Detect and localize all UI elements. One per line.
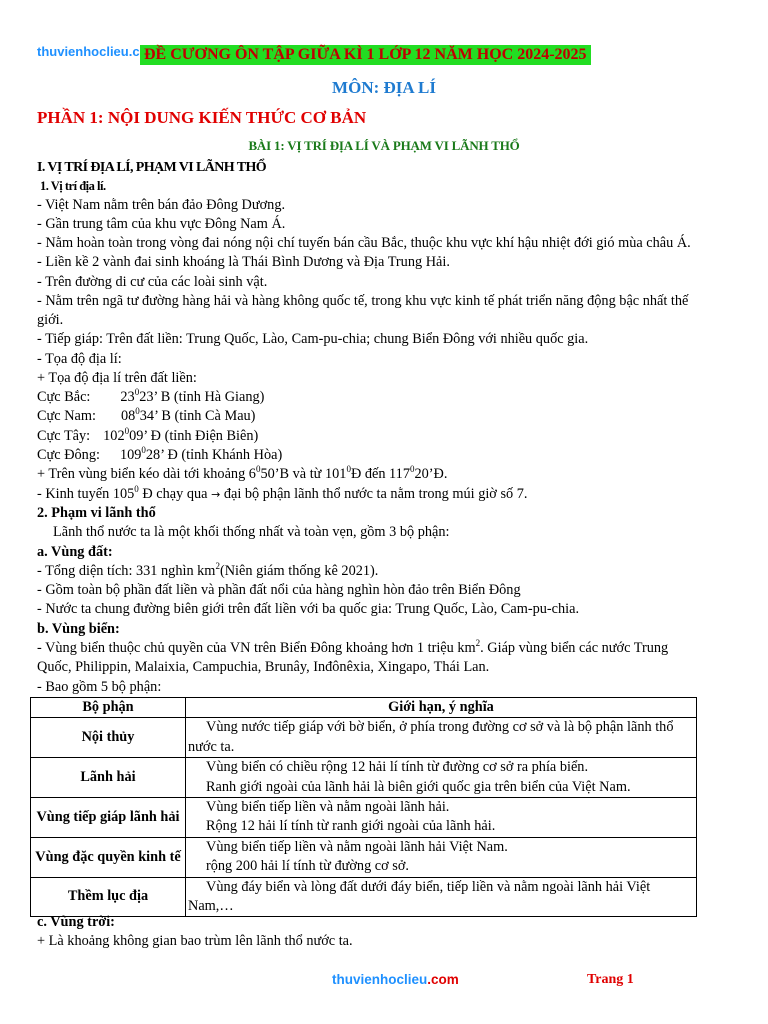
section-heading: I. VỊ TRÍ ĐỊA LÍ, PHẠM VI LÃNH THỔ	[37, 160, 267, 175]
text-line: - Liền kề 2 vành đai sinh khoáng là Thái Bình Dương và Địa Trung Hải.	[37, 254, 450, 270]
coord-west: Cực Tây: $102^009$’ Đ (tỉnh Điện Biên)	[37, 426, 259, 444]
table-header-cell: Bộ phận	[31, 698, 186, 718]
lesson-heading: BÀI 1: VỊ TRÍ ĐỊA LÍ VÀ PHẠM VI LÃNH THỔ	[248, 138, 520, 153]
zone-desc: Vùng biển có chiều rộng 12 hải lí tính từ đường cơ sở ra phía biển. Ranh giới ngoài của lãnh hải là biên giới quốc gia trên biển của Việt Nam.	[186, 758, 697, 798]
section2-intro: Lãnh thổ nước ta là một khối thống nhất và toàn vẹn, gồm 3 bộ phận:	[53, 524, 450, 540]
sea-heading: b. Vùng biển:	[37, 621, 120, 637]
sky-heading: c. Vùng trời:	[37, 914, 115, 930]
zone-desc: Vùng đáy biển và lòng đất dưới đáy biển, tiếp liền và nằm ngoài lãnh hải Việt Nam,…	[186, 877, 697, 917]
text-line: - Gần trung tâm của khu vực Đông Nam Á.	[37, 216, 286, 232]
arrow-right-icon: →	[211, 488, 221, 501]
sea-line: - Vùng biển thuộc chủ quyền của VN trên Biển Đông khoảng hơn 1 triệu $km^2$. Giáp vùng biển các nước Trung	[37, 638, 669, 656]
table-header-row	[31, 698, 697, 718]
footer-site-link[interactable]: thuvienhoclieu.com	[332, 972, 459, 987]
site-logo[interactable]: thuvienhoclieu.c	[37, 44, 140, 59]
zone-desc: Vùng biển tiếp liền và nằm ngoài lãnh hải Việt Nam. rộng 200 hải lí tính từ đường cơ sở.	[186, 837, 697, 877]
zone-name: Lãnh hải	[31, 758, 186, 798]
text-line: - Tiếp giáp: Trên đất liền: Trung Quốc, Lào, Cam-pu-chia; chung Biển Đông với nhiều quốc gia.	[37, 331, 589, 347]
text-line: - Gồm toàn bộ phần đất liền và phần đất nổi của hàng nghìn hòn đảo trên Biển Đông	[37, 582, 521, 598]
part-heading: PHẦN 1: NỘI DUNG KIẾN THỨC CƠ BẢN	[37, 108, 367, 127]
table-row	[31, 758, 697, 798]
table-row	[31, 877, 697, 917]
text-line: - Nằm hoàn toàn trong vòng đai nóng nội chí tuyến bán cầu Bắc, thuộc khu vực khí hậu nhiệt đới gió mùa châu Á.	[37, 235, 691, 251]
zone-name: Thềm lục địa	[31, 877, 186, 917]
zone-desc: Vùng nước tiếp giáp với bờ biển, ở phía trong đường cơ sở và là bộ phận lãnh thổ nước ta.	[186, 718, 697, 758]
sea-extent-line: + Trên vùng biển kéo dài tới khoảng $6^050’B$ và từ $101^0Đ$ đến $117^020’Đ$.	[37, 464, 448, 482]
land-area-line: - Tổng diện tích: 331 nghìn $km^2(Niên$ giám thống kê 2021).	[37, 561, 379, 579]
zone-name: Vùng tiếp giáp lãnh hải	[31, 798, 186, 838]
page-number: Trang 1	[587, 972, 634, 987]
zone-desc: Vùng biển tiếp liền và nằm ngoài lãnh hải. Rộng 12 hải lí tính từ ranh giới ngoài của lãnh hải.	[186, 798, 697, 838]
subject-title: MÔN: ĐỊA LÍ	[332, 78, 436, 97]
zone-name: Vùng đặc quyền kinh tế	[31, 837, 186, 877]
coord-north: Cực Bắc: $23^023$’ B (tỉnh Hà Giang)	[37, 387, 265, 405]
zone-name: Nội thủy	[31, 718, 186, 758]
coord-south: Cực Nam: $08^034$’ B (tỉnh Cà Mau)	[37, 406, 256, 424]
coord-east: Cực Đông: $109^028$’ Đ (tỉnh Khánh Hòa)	[37, 445, 283, 463]
text-line: - Trên đường di cư của các loài sinh vật.	[37, 274, 268, 290]
text-line: - Tọa độ địa lí:	[37, 351, 122, 367]
text-line: - Nằm trên ngã tư đường hàng hải và hàng không quốc tế, trong khu vực kinh tế phát triển năng động bậc nhất thế	[37, 293, 689, 309]
text-line: + Tọa độ địa lí trên đất liền:	[37, 370, 197, 386]
text-line: + Là khoảng không gian bao trùm lên lãnh thổ nước ta.	[37, 933, 353, 949]
table-header-cell: Giới hạn, ý nghĩa	[186, 698, 697, 718]
land-heading: a. Vùng đất:	[37, 544, 113, 560]
text-line: - Bao gồm 5 bộ phận:	[37, 679, 162, 695]
meridian-line: - Kinh tuyến $105^0$ Đ chạy qua → đại bộ phận lãnh thổ nước ta nằm trong múi giờ số 7.	[37, 484, 528, 502]
table-row	[31, 718, 697, 758]
document-title: ĐỀ CƯƠNG ÔN TẬP GIỮA KÌ 1 LỚP 12 NĂM HỌC 2024-2025	[140, 45, 591, 65]
text-line: - Việt Nam nằm trên bán đảo Đông Dương.	[37, 197, 286, 213]
section2-heading: 2. Phạm vi lãnh thổ	[37, 505, 156, 521]
sea-zones-table	[30, 697, 697, 917]
text-line: Quốc, Philippin, Malaixia, Campuchia, Brunây, Inđônêxia, Xingapo, Thái Lan.	[37, 659, 490, 675]
text-line: giới.	[37, 312, 64, 328]
subsection-heading: 1. Vị trí địa lí.	[40, 179, 106, 193]
table-row	[31, 837, 697, 877]
text-line: - Nước ta chung đường biên giới trên đất liền với ba quốc gia: Trung Quốc, Lào, Cam-pu-chia.	[37, 601, 580, 617]
table-row	[31, 798, 697, 838]
